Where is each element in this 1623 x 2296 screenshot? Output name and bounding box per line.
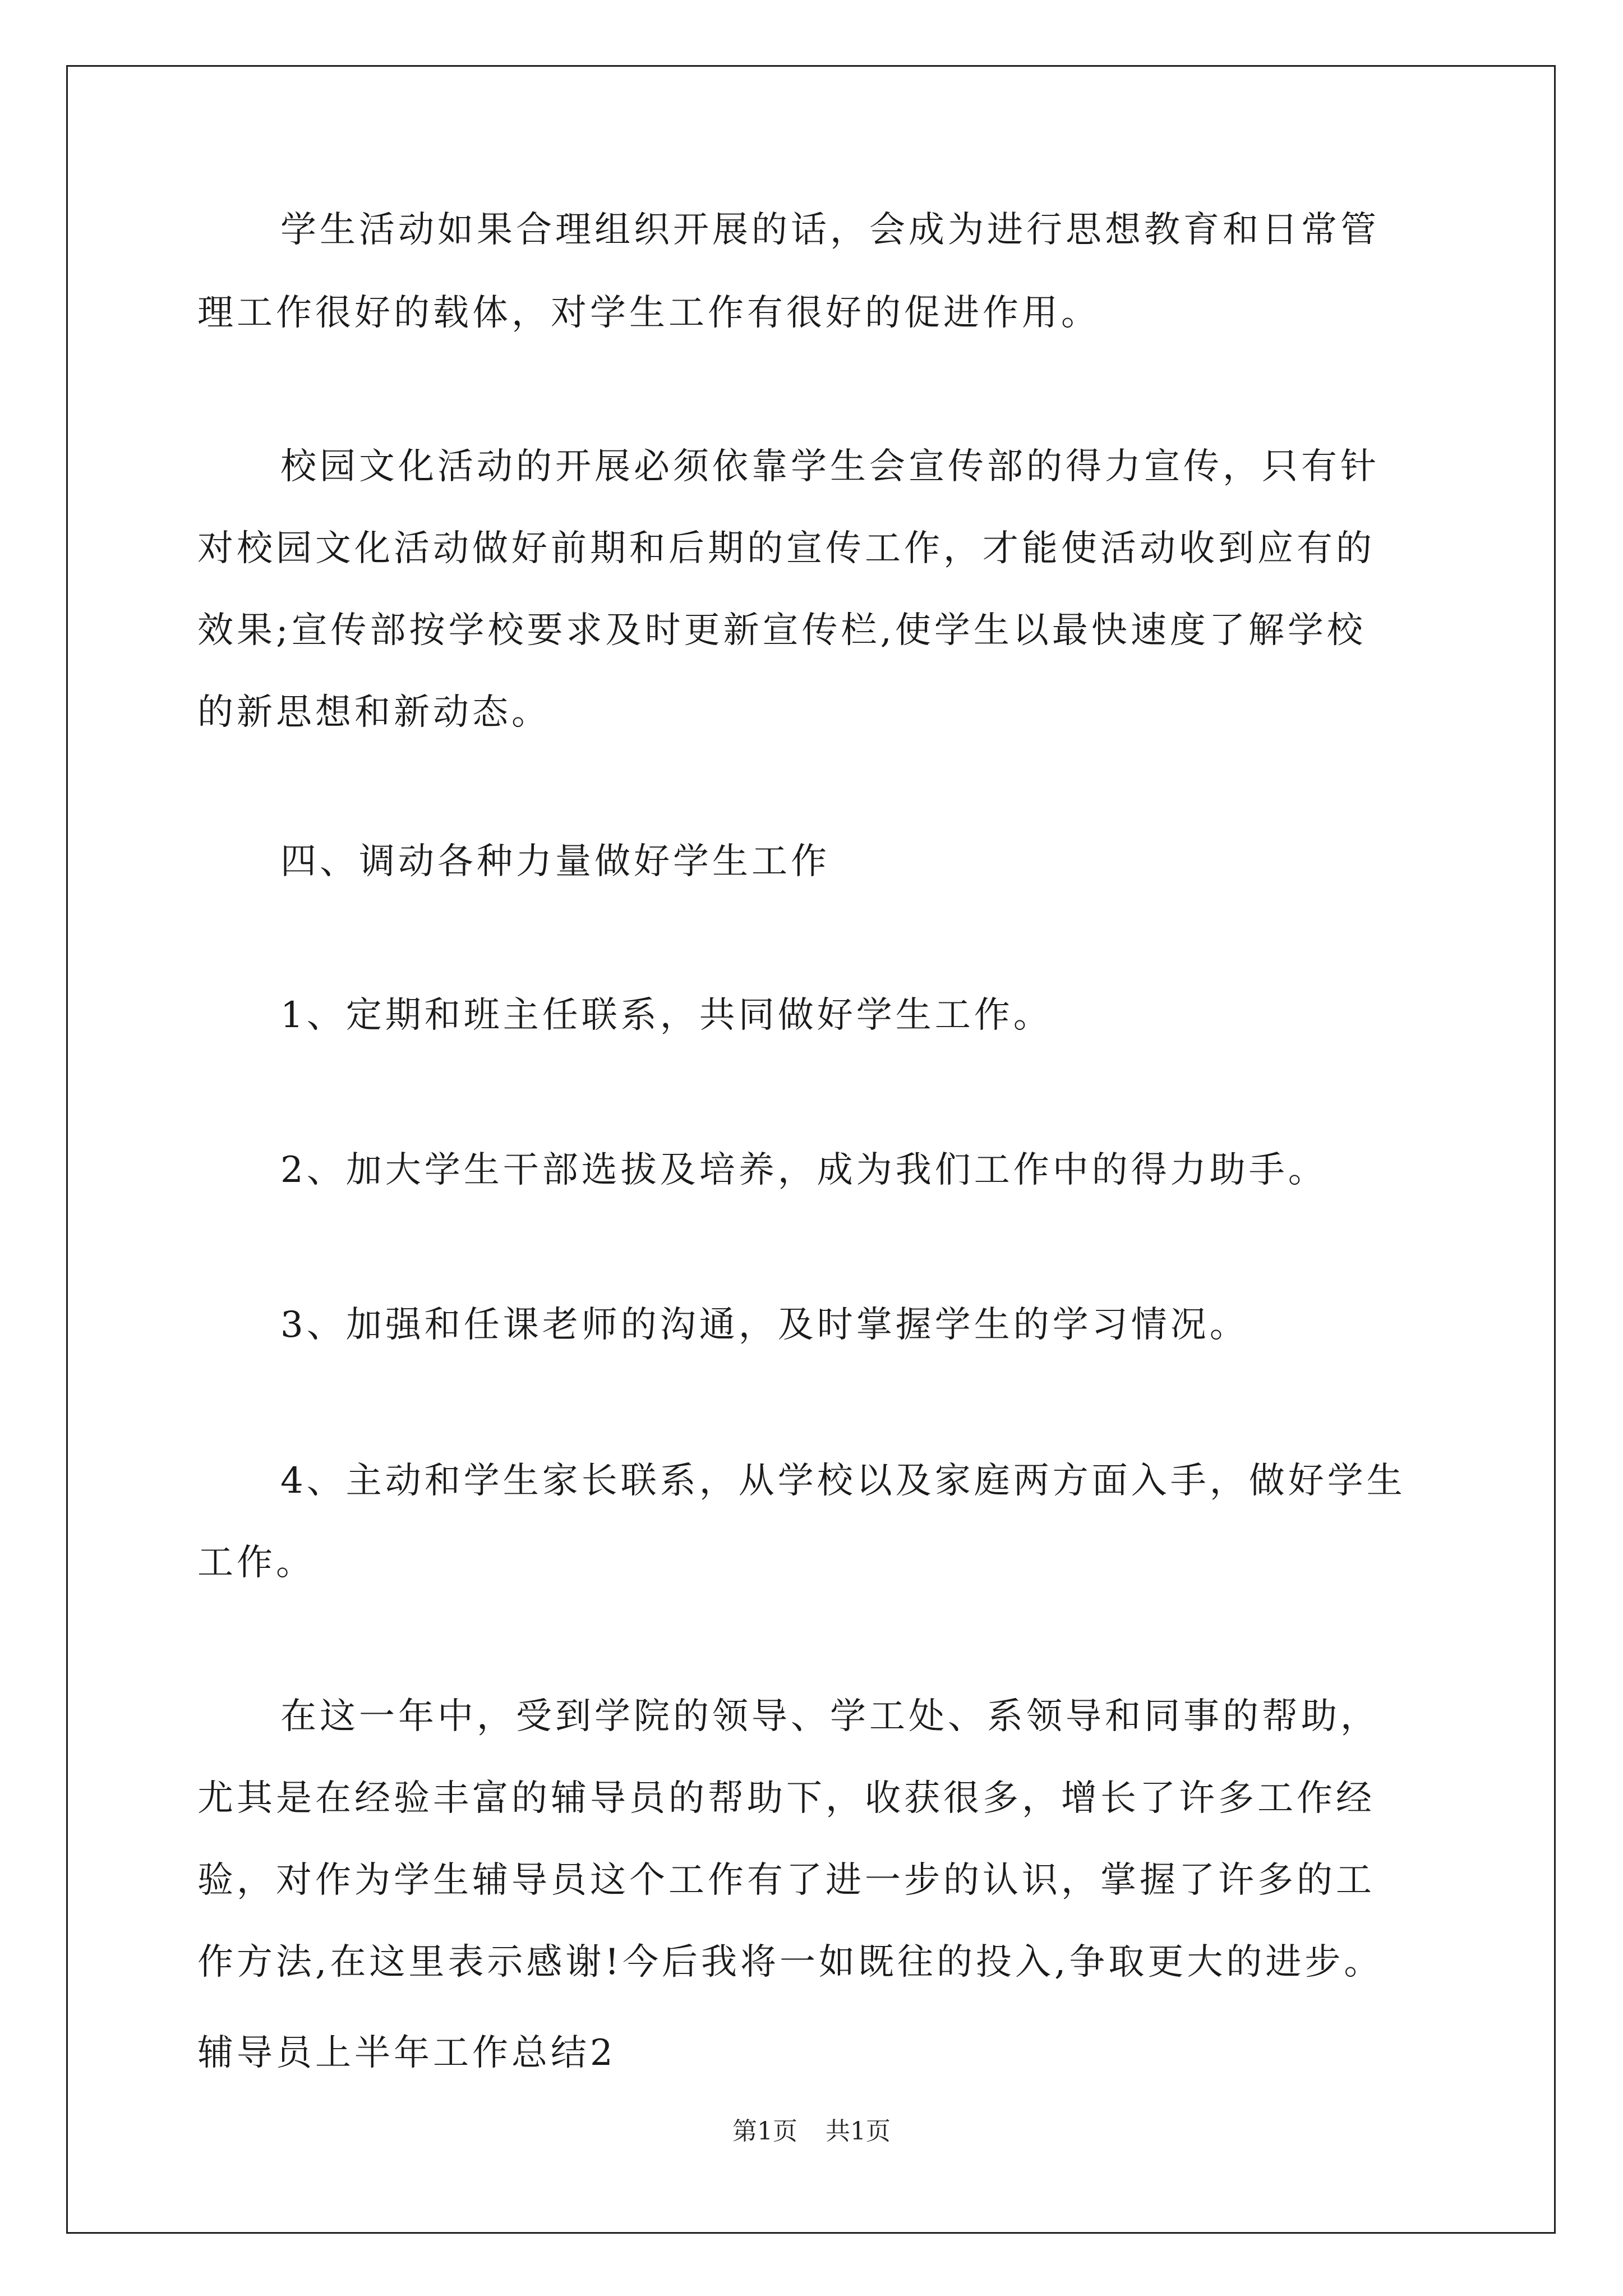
list-item: 1、定期和班主任联系，共同做好学生工作。 bbox=[280, 995, 1053, 1036]
list-item: 2、加大学生干部选拔及培养，成为我们工作中的得力助手。 bbox=[280, 1149, 1327, 1191]
text-line: 的新思想和新动态。 bbox=[197, 692, 551, 733]
section-heading: 四、调动各种力量做好学生工作 bbox=[280, 841, 830, 882]
page-count: 共1页 bbox=[826, 2117, 891, 2146]
list-item: 3、加强和任课老师的沟通，及时掌握学生的学习情况。 bbox=[280, 1304, 1249, 1346]
text-line: 对校园文化活动做好前期和后期的宣传工作，才能使活动收到应有的 bbox=[197, 528, 1375, 569]
text-line: 验，对作为学生辅导员这个工作有了进一步的认识，掌握了许多的工 bbox=[197, 1860, 1375, 1901]
text-line: 工作。 bbox=[197, 1542, 315, 1584]
page-number: 第1页 bbox=[732, 2117, 797, 2146]
text-line: 校园文化活动的开展必须依靠学生会宣传部的得力宣传，只有针 bbox=[280, 446, 1380, 487]
page-footer bbox=[0, 2116, 1623, 2147]
text-line: 尤其是在经验丰富的辅导员的帮助下，收获很多，增长了许多工作经 bbox=[197, 1778, 1375, 1819]
text-line: 效果;宣传部按学校要求及时更新宣传栏,使学生以最快速度了解学校 bbox=[197, 610, 1366, 651]
document-subtitle: 辅导员上半年工作总结2 bbox=[197, 2032, 616, 2074]
text-line: 学生活动如果合理组织开展的话，会成为进行思想教育和日常管 bbox=[280, 209, 1380, 251]
text-line: 理工作很好的载体，对学生工作有很好的促进作用。 bbox=[197, 292, 1100, 334]
text-line: 作方法,在这里表示感谢!今后我将一如既往的投入,争取更大的进步。 bbox=[197, 1941, 1384, 1983]
list-item: 4、主动和学生家长联系，从学校以及家庭两方面入手，做好学生 bbox=[280, 1460, 1406, 1502]
text-line: 在这一年中，受到学院的领导、学工处、系领导和同事的帮助， bbox=[280, 1696, 1380, 1737]
